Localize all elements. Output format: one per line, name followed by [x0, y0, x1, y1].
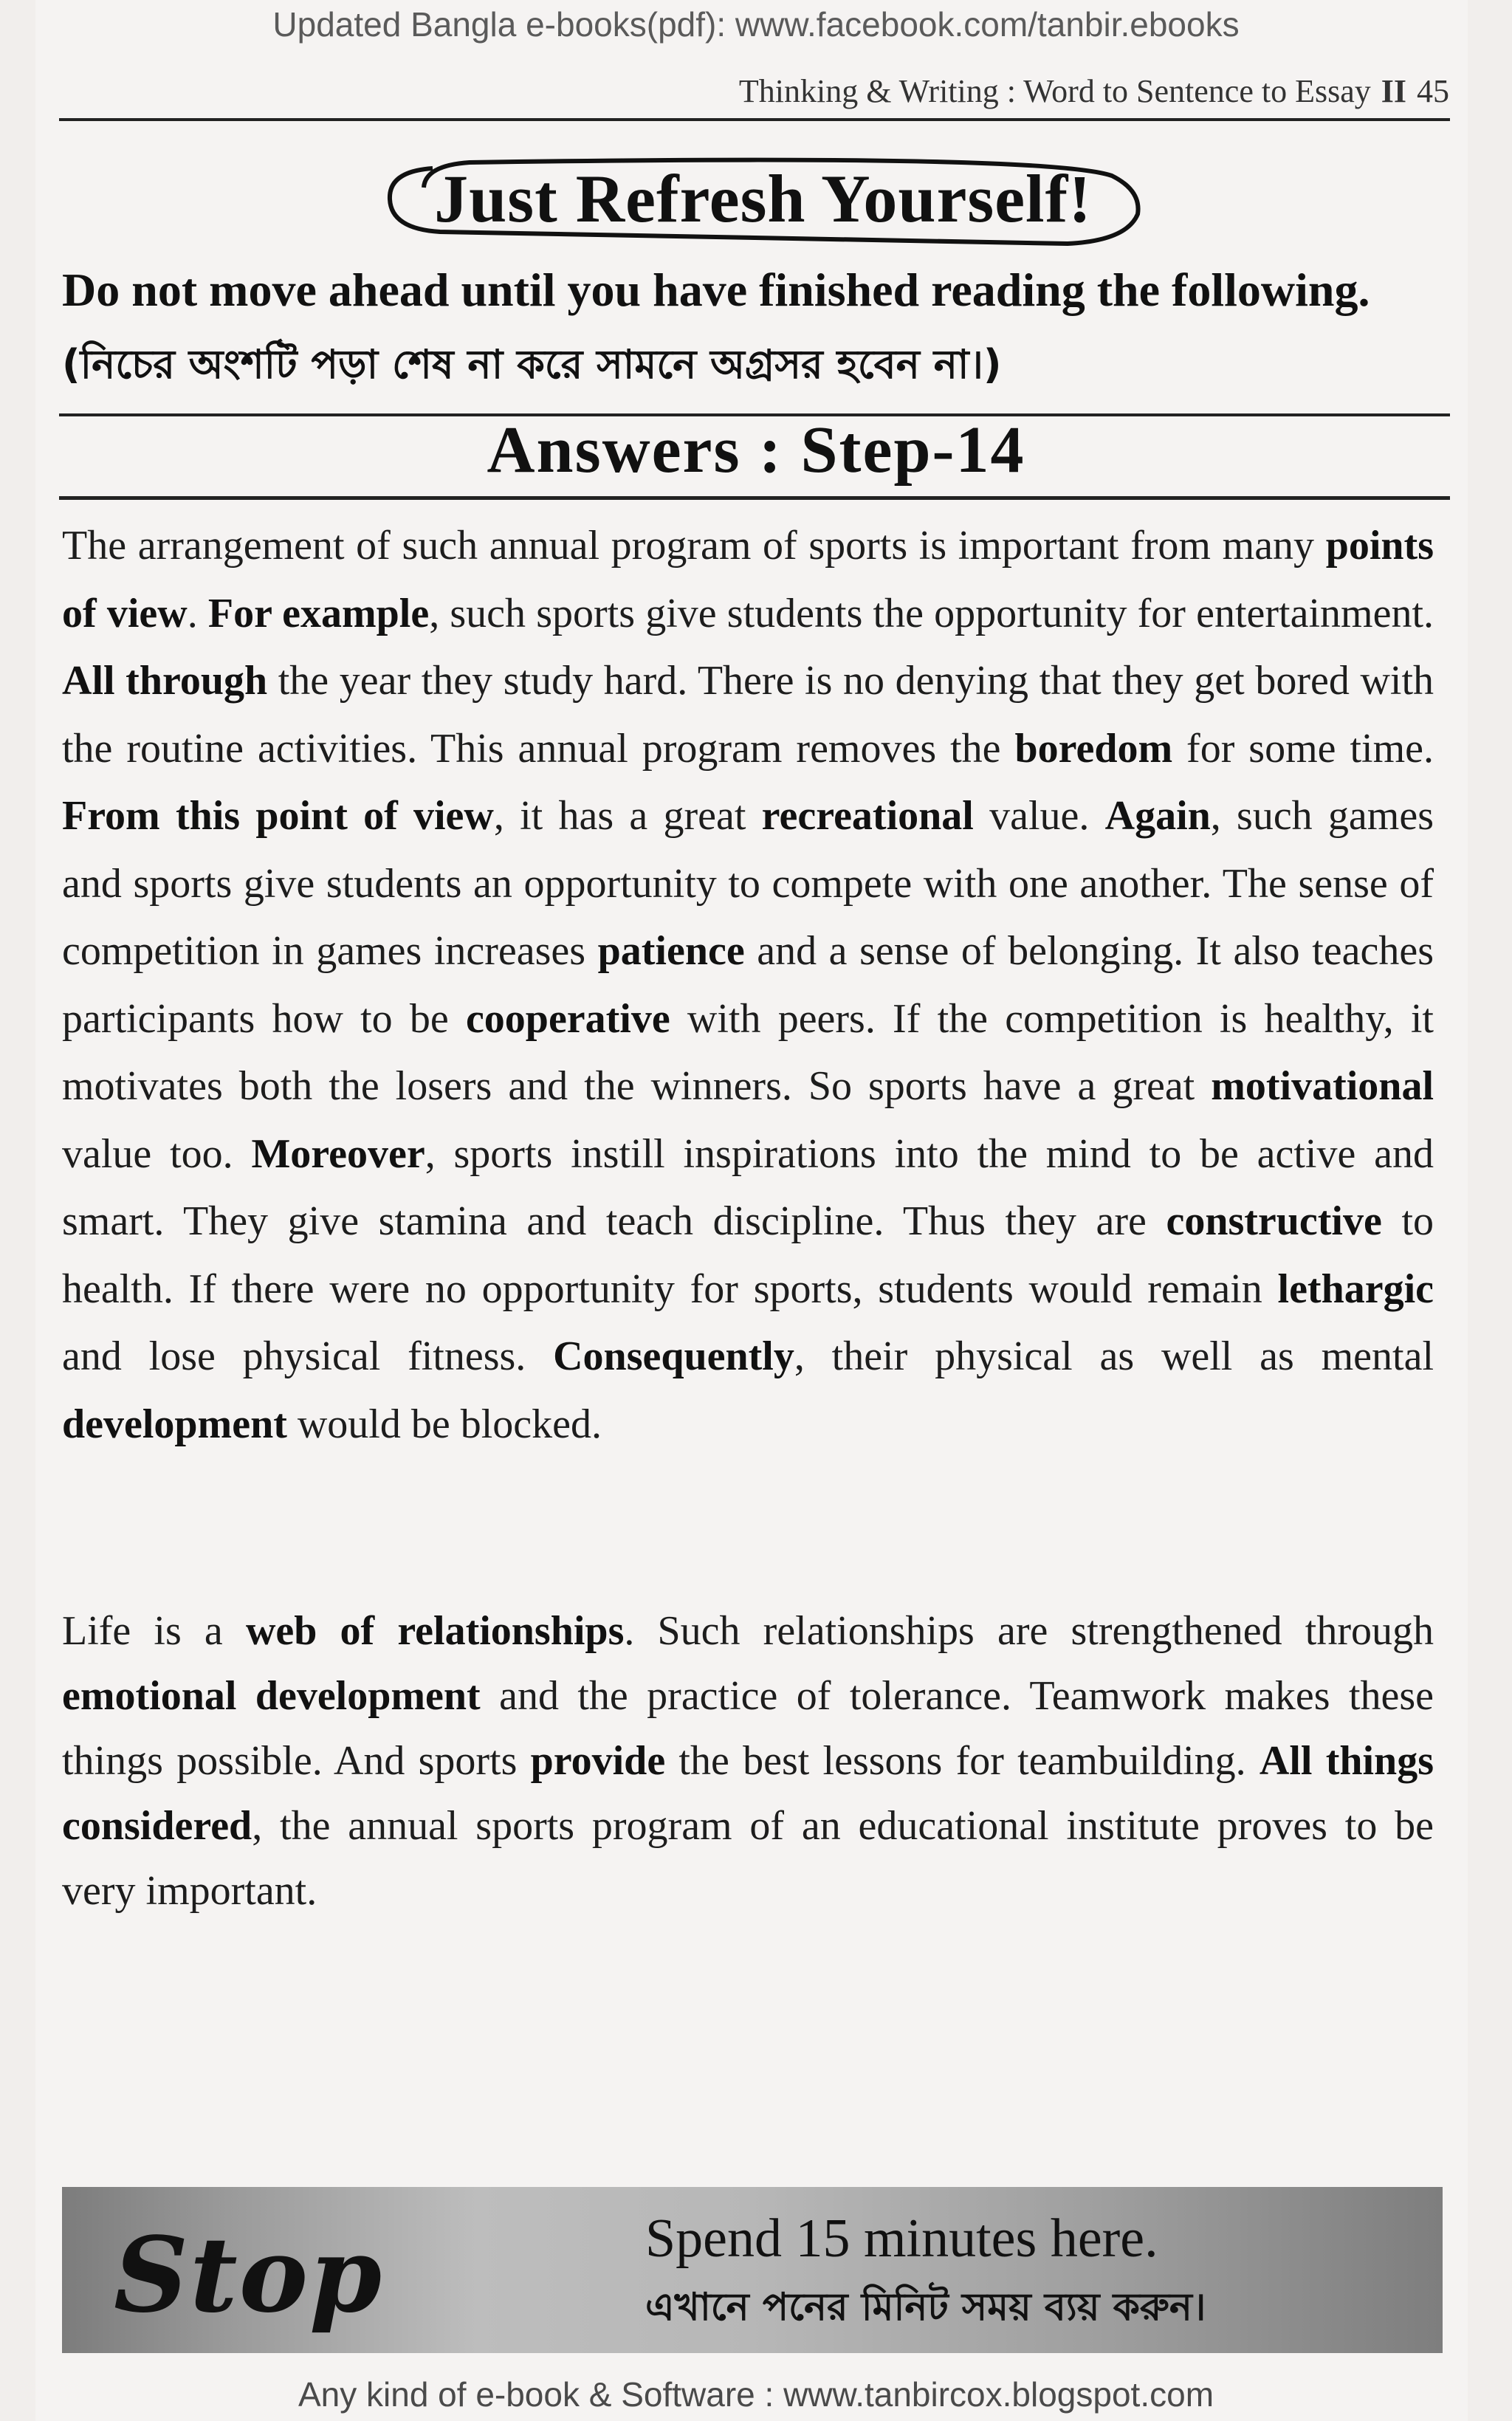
- bold-phrase: provide: [530, 1738, 666, 1784]
- instruction-bangla: (নিচের অংশটি পড়া শেষ না করে সামনে অগ্রসর হবেন না।): [62, 341, 1002, 388]
- bold-phrase: Moreover: [251, 1130, 425, 1177]
- text-run: and the practice of tolerance. Teamwork makes these things possible. And sports: [62, 1673, 1434, 1784]
- bold-phrase: cooperative: [465, 995, 670, 1042]
- page-number: 45: [1417, 73, 1449, 109]
- watermark-top: Updated Bangla e-books(pdf): www.facebook.com/tanbir.ebooks: [272, 5, 1240, 44]
- text-run: , such games and sports give students an opportunity to compete with one another. The sense of competition in games increases: [62, 793, 1434, 974]
- text-run: with peers. If the competition is healthy, it motivates both the losers and the winners. So sports have a great: [62, 995, 1434, 1109]
- section-bottom-rule: [59, 496, 1450, 500]
- bold-phrase: For example: [207, 590, 430, 636]
- section-title: Answers : Step-14: [487, 413, 1025, 487]
- bold-phrase: All things considered: [62, 1738, 1434, 1849]
- bold-phrase: boredom: [1014, 725, 1173, 772]
- instruction-english: Do not move ahead until you have finished reading the following.: [62, 264, 1370, 316]
- bold-phrase: From this point of view: [62, 793, 494, 839]
- answer-paragraph-2: [62, 1598, 1434, 1923]
- text-run: , such sports give students the opportunity for entertainment.: [429, 590, 1434, 636]
- text-run: . Such relationships are strengthened through: [624, 1608, 1434, 1654]
- refresh-title: Just Refresh Yourself!: [434, 161, 1092, 236]
- text-run: , their physical as well as mental: [794, 1333, 1434, 1379]
- bold-phrase: All through: [62, 658, 268, 704]
- bold-phrase: motivational: [1211, 1063, 1434, 1109]
- running-head-separator: II: [1381, 73, 1406, 109]
- stop-word: Stop: [114, 2215, 384, 2336]
- text-run: Life is a: [62, 1608, 246, 1654]
- text-run: The arrangement of such annual program of sports is important from many: [62, 523, 1326, 569]
- stop-instruction-bangla: এখানে পনের মিনিট সময় ব্যয় করুন।: [645, 2285, 1206, 2329]
- text-run: and a sense of belonging. It also teaches participants how to be: [62, 928, 1434, 1042]
- bold-phrase: lethargic: [1277, 1266, 1434, 1312]
- text-run: and lose physical fitness.: [62, 1333, 554, 1379]
- answer-paragraph-1: [62, 512, 1434, 1458]
- watermark-bottom: Any kind of e-book & Software : www.tanbircox.blogspot.com: [298, 2375, 1214, 2414]
- bold-phrase: Again: [1104, 793, 1211, 839]
- bold-phrase: constructive: [1166, 1198, 1382, 1244]
- bold-phrase: emotional development: [62, 1673, 481, 1719]
- running-head-title: Thinking & Writing : Word to Sentence to Essay: [738, 73, 1371, 109]
- text-run: to health. If there were no opportunity for sports, students would remain: [62, 1198, 1434, 1312]
- stop-banner: [62, 2187, 1443, 2353]
- running-head: [739, 72, 1449, 110]
- text-run: , sports instill inspirations into the mind to be active and smart. They give stamina and teach discipline. Thus they are: [62, 1130, 1434, 1244]
- bold-phrase: patience: [597, 928, 745, 974]
- text-run: for some time.: [1172, 725, 1434, 772]
- text-run: the year they study hard. There is no denying that they get bored with the routine activities. This annual program removes the: [62, 658, 1434, 772]
- bold-phrase: points of view: [62, 523, 1434, 636]
- header-rule: [59, 118, 1450, 121]
- bold-phrase: recreational: [761, 793, 974, 839]
- text-run: , the annual sports program of an educational institute proves to be very important.: [62, 1803, 1434, 1914]
- text-run: would be blocked.: [286, 1401, 602, 1447]
- text-run: value.: [973, 793, 1105, 839]
- stop-instruction-english: Spend 15 minutes here.: [645, 2208, 1158, 2269]
- text-run: .: [187, 590, 208, 636]
- bold-phrase: development: [62, 1401, 287, 1447]
- refresh-banner: [381, 146, 1145, 251]
- bold-phrase: web of relationships: [245, 1608, 625, 1654]
- text-run: value too.: [62, 1130, 252, 1177]
- text-run: the best lessons for teambuilding.: [665, 1738, 1260, 1784]
- bold-phrase: Consequently: [553, 1333, 794, 1379]
- text-run: , it has a great: [493, 793, 762, 839]
